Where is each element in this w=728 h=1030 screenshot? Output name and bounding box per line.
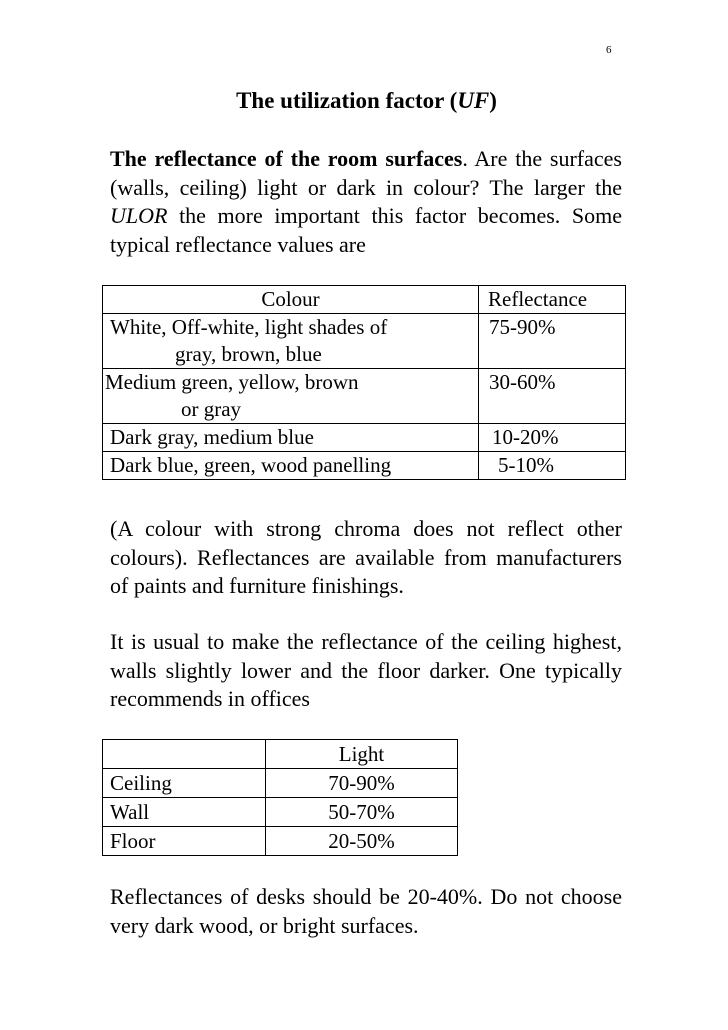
page-number: 6 — [606, 44, 612, 56]
intro-paragraph — [110, 145, 622, 259]
table-header-row — [103, 286, 626, 314]
intro-text-2: the more important this factor becomes. Some typical reflectance values are — [110, 203, 622, 257]
colour-cell: Dark gray, medium blue — [103, 424, 479, 452]
surface-cell: Floor — [103, 827, 266, 856]
table-header-row — [103, 740, 458, 769]
chroma-paragraph: (A colour with strong chroma does not reflect other colours). Reflectances are available from manufacturers of paints and furniture finishings. — [110, 516, 622, 598]
table-row — [103, 827, 458, 856]
table-row — [103, 369, 626, 424]
recommended-reflectance-table — [102, 739, 458, 856]
surface-cell: Ceiling — [103, 769, 266, 798]
page-title — [0, 88, 728, 114]
title-prefix: The utilization factor ( — [236, 88, 458, 113]
colour-line-1: Medium green, yellow, brown — [105, 370, 359, 394]
header-light: Light — [266, 740, 458, 769]
offices-paragraph: It is usual to make the reflectance of the ceiling highest, walls slightly lower and the floor darker. One typically recommends in offices — [110, 629, 622, 711]
header-reflectance: Reflectance — [479, 286, 626, 314]
colour-line-2: gray, brown, blue — [175, 342, 322, 366]
reflectance-cell: 10-20% — [479, 424, 626, 452]
table-row — [103, 452, 626, 480]
intro-text-1: . Are the surfaces (walls, ceiling) light or dark in colour? The larger the — [110, 146, 622, 200]
light-cell: 20-50% — [266, 827, 458, 856]
colour-line-2: or gray — [181, 397, 242, 421]
header-colour: Colour — [103, 286, 479, 314]
reflectance-cell: 75-90% — [479, 314, 626, 369]
title-suffix: ) — [489, 88, 497, 113]
colour-cell — [103, 314, 479, 369]
intro-italic-ulor: ULOR — [110, 203, 168, 228]
light-cell: 70-90% — [266, 769, 458, 798]
table-row — [103, 769, 458, 798]
header-blank — [103, 740, 266, 769]
surface-cell: Wall — [103, 798, 266, 827]
title-abbr: UF — [457, 88, 490, 113]
colour-cell: Dark blue, green, wood panelling — [103, 452, 479, 480]
table-row — [103, 314, 626, 369]
table-row — [103, 798, 458, 827]
reflectance-table — [102, 285, 626, 480]
desks-paragraph: Reflectances of desks should be 20-40%. Do not choose very dark wood, or bright surfaces. — [110, 884, 622, 938]
colour-line-1: White, Off-white, light shades of — [110, 315, 388, 339]
reflectance-cell: 30-60% — [479, 369, 626, 424]
table-row — [103, 424, 626, 452]
intro-bold-lead: The reflectance of the room surfaces — [110, 146, 463, 171]
light-cell: 50-70% — [266, 798, 458, 827]
reflectance-cell: 5-10% — [479, 452, 626, 480]
colour-cell — [103, 369, 479, 424]
